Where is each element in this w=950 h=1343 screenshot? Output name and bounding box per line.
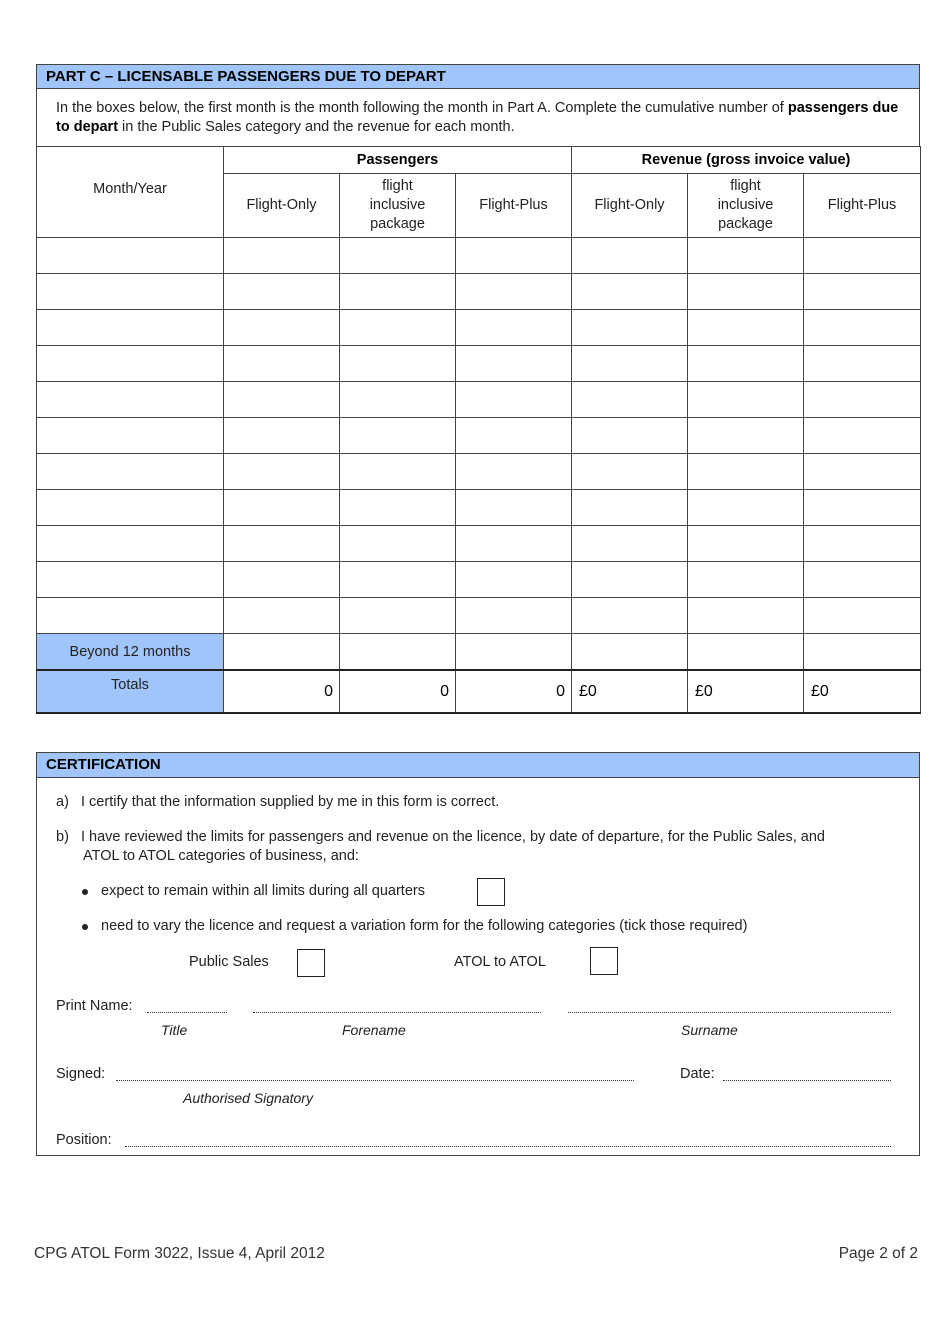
public-sales-checkbox[interactable] [297, 949, 325, 977]
input-cell[interactable] [456, 490, 572, 526]
input-cell[interactable] [688, 382, 804, 418]
input-cell[interactable] [340, 274, 456, 310]
month-year-cell[interactable] [37, 562, 224, 598]
input-cell[interactable] [804, 526, 921, 562]
input-cell[interactable] [804, 454, 921, 490]
passengers-header: Passengers [224, 147, 572, 174]
input-cell[interactable] [456, 274, 572, 310]
input-cell[interactable] [804, 598, 921, 634]
input-cell[interactable] [688, 238, 804, 274]
item-a-text: I certify that the information supplied by me in this form is correct. [81, 794, 500, 810]
month-year-cell[interactable] [37, 418, 224, 454]
rev-flight-inclusive-package-header: flight inclusive package [688, 174, 804, 238]
rev-flight-only-header: Flight-Only [572, 174, 688, 238]
month-row [37, 598, 921, 634]
certification-section [36, 752, 920, 1156]
item-b-text-line2: ATOL to ATOL categories of business, and: [83, 848, 359, 864]
total-rev-flight-only: £0 [572, 670, 688, 713]
title-field[interactable] [147, 1012, 227, 1013]
month-year-cell[interactable] [37, 238, 224, 274]
public-sales-label: Public Sales [189, 954, 269, 970]
month-row [37, 274, 921, 310]
input-cell[interactable] [340, 526, 456, 562]
rev-flight-plus-header: Flight-Plus [804, 174, 921, 238]
forename-caption: Forename [342, 1022, 406, 1038]
input-cell[interactable] [340, 634, 456, 671]
input-cell[interactable] [688, 526, 804, 562]
input-cell[interactable] [456, 634, 572, 671]
pax-flight-inclusive-package-header: flight inclusive package [340, 174, 456, 238]
input-cell[interactable] [340, 418, 456, 454]
part-c-title: PART C – LICENSABLE PASSENGERS DUE TO DEPART [36, 64, 920, 89]
month-row [37, 310, 921, 346]
input-cell[interactable] [572, 346, 688, 382]
input-cell[interactable] [572, 382, 688, 418]
forename-field[interactable] [253, 1012, 541, 1013]
input-cell[interactable] [688, 490, 804, 526]
totals-label: Totals [37, 670, 224, 713]
month-row [37, 238, 921, 274]
revenue-header: Revenue (gross invoice value) [572, 147, 921, 174]
pax-flight-plus-header: Flight-Plus [456, 174, 572, 238]
input-cell[interactable] [224, 382, 340, 418]
month-year-cell[interactable] [37, 454, 224, 490]
input-cell[interactable] [572, 310, 688, 346]
input-cell[interactable] [224, 346, 340, 382]
input-cell[interactable] [224, 526, 340, 562]
input-cell[interactable] [340, 238, 456, 274]
input-cell[interactable] [340, 382, 456, 418]
month-year-header: Month/Year [37, 147, 224, 238]
month-year-cell[interactable] [37, 598, 224, 634]
totals-row [37, 670, 921, 713]
input-cell[interactable] [224, 634, 340, 671]
instructions-text-end: in the Public Sales category and the revenue for each month. [118, 119, 515, 135]
page-number: Page 2 of 2 [838, 1245, 918, 1262]
input-cell[interactable] [688, 634, 804, 671]
input-cell[interactable] [572, 526, 688, 562]
month-row [37, 454, 921, 490]
input-cell[interactable] [572, 454, 688, 490]
input-cell[interactable] [456, 310, 572, 346]
signed-label: Signed: [56, 1066, 106, 1082]
month-row [37, 490, 921, 526]
input-cell[interactable] [224, 598, 340, 634]
atol-to-atol-label: ATOL to ATOL [454, 954, 546, 970]
total-pax-flight-only: 0 [224, 670, 340, 713]
input-cell[interactable] [340, 562, 456, 598]
input-cell[interactable] [224, 454, 340, 490]
input-cell[interactable] [804, 238, 921, 274]
month-row [37, 526, 921, 562]
month-year-cell[interactable] [37, 274, 224, 310]
input-cell[interactable] [224, 490, 340, 526]
input-cell[interactable] [456, 238, 572, 274]
month-year-cell[interactable] [37, 346, 224, 382]
input-cell[interactable] [340, 310, 456, 346]
total-rev-flight-plus: £0 [804, 670, 921, 713]
input-cell[interactable] [340, 346, 456, 382]
beyond-12-months-row [37, 634, 921, 671]
certification-title: CERTIFICATION [37, 753, 919, 778]
input-cell[interactable] [688, 274, 804, 310]
position-field[interactable] [125, 1146, 891, 1147]
month-row [37, 382, 921, 418]
input-cell[interactable] [572, 418, 688, 454]
input-cell[interactable] [456, 382, 572, 418]
input-cell[interactable] [688, 310, 804, 346]
input-cell[interactable] [572, 490, 688, 526]
input-cell[interactable] [224, 274, 340, 310]
input-cell[interactable] [340, 598, 456, 634]
input-cell[interactable] [804, 382, 921, 418]
part-c-section [36, 64, 920, 714]
input-cell[interactable] [804, 346, 921, 382]
input-cell[interactable] [804, 490, 921, 526]
title-caption: Title [161, 1022, 188, 1038]
beyond-12-months-label: Beyond 12 months [37, 634, 224, 671]
input-cell[interactable] [688, 454, 804, 490]
passengers-revenue-table [36, 146, 921, 714]
month-year-cell[interactable] [37, 490, 224, 526]
input-cell[interactable] [456, 562, 572, 598]
surname-caption: Surname [681, 1022, 738, 1038]
month-row [37, 562, 921, 598]
month-row [37, 418, 921, 454]
within-limits-checkbox[interactable] [477, 878, 505, 906]
input-cell[interactable] [804, 418, 921, 454]
item-b-text-line1: I have reviewed the limits for passengers and revenue on the licence, by date of departure, for the Public Sales, and [81, 829, 825, 845]
bullet2-text: need to vary the licence and request a variation form for the following categories (tick those required) [101, 918, 748, 934]
input-cell[interactable] [572, 238, 688, 274]
position-label: Position: [56, 1132, 112, 1148]
month-year-cell[interactable] [37, 526, 224, 562]
bullet-icon [82, 924, 88, 930]
instructions-emphasis: passengers due to depart [56, 100, 899, 135]
instructions-text: In the boxes below, the first month is the month following the month in Part A. Complete the cumulative number of [56, 100, 788, 116]
input-cell[interactable] [572, 598, 688, 634]
bullet-icon [82, 889, 88, 895]
item-a-marker: a) [56, 794, 69, 810]
item-b-marker: b) [56, 829, 69, 845]
input-cell[interactable] [804, 634, 921, 671]
input-cell[interactable] [224, 418, 340, 454]
total-pax-flight-plus: 0 [456, 670, 572, 713]
surname-field[interactable] [568, 1012, 891, 1013]
input-cell[interactable] [688, 418, 804, 454]
input-cell[interactable] [340, 454, 456, 490]
input-cell[interactable] [456, 454, 572, 490]
month-row [37, 346, 921, 382]
input-cell[interactable] [688, 598, 804, 634]
pax-flight-only-header: Flight-Only [224, 174, 340, 238]
atol-to-atol-checkbox[interactable] [590, 947, 618, 975]
input-cell[interactable] [572, 634, 688, 671]
input-cell[interactable] [572, 274, 688, 310]
input-cell[interactable] [804, 274, 921, 310]
date-label: Date: [680, 1066, 715, 1082]
month-year-cell[interactable] [37, 310, 224, 346]
part-c-instructions [36, 89, 920, 146]
input-cell[interactable] [224, 562, 340, 598]
input-cell[interactable] [340, 490, 456, 526]
date-field[interactable] [723, 1080, 891, 1081]
input-cell[interactable] [688, 562, 804, 598]
print-name-label: Print Name: [56, 998, 133, 1014]
bullet1-text: expect to remain within all limits during all quarters [101, 883, 425, 899]
input-cell[interactable] [688, 346, 804, 382]
month-year-cell[interactable] [37, 382, 224, 418]
input-cell[interactable] [224, 238, 340, 274]
input-cell[interactable] [456, 418, 572, 454]
form-reference: CPG ATOL Form 3022, Issue 4, April 2012 [34, 1245, 325, 1262]
signature-field[interactable] [116, 1080, 634, 1081]
total-pax-flight-inclusive-package: 0 [340, 670, 456, 713]
input-cell[interactable] [456, 346, 572, 382]
input-cell[interactable] [224, 310, 340, 346]
input-cell[interactable] [456, 598, 572, 634]
authorised-signatory-caption: Authorised Signatory [183, 1090, 313, 1106]
input-cell[interactable] [804, 310, 921, 346]
input-cell[interactable] [456, 526, 572, 562]
input-cell[interactable] [572, 562, 688, 598]
input-cell[interactable] [804, 562, 921, 598]
total-rev-flight-inclusive-package: £0 [688, 670, 804, 713]
